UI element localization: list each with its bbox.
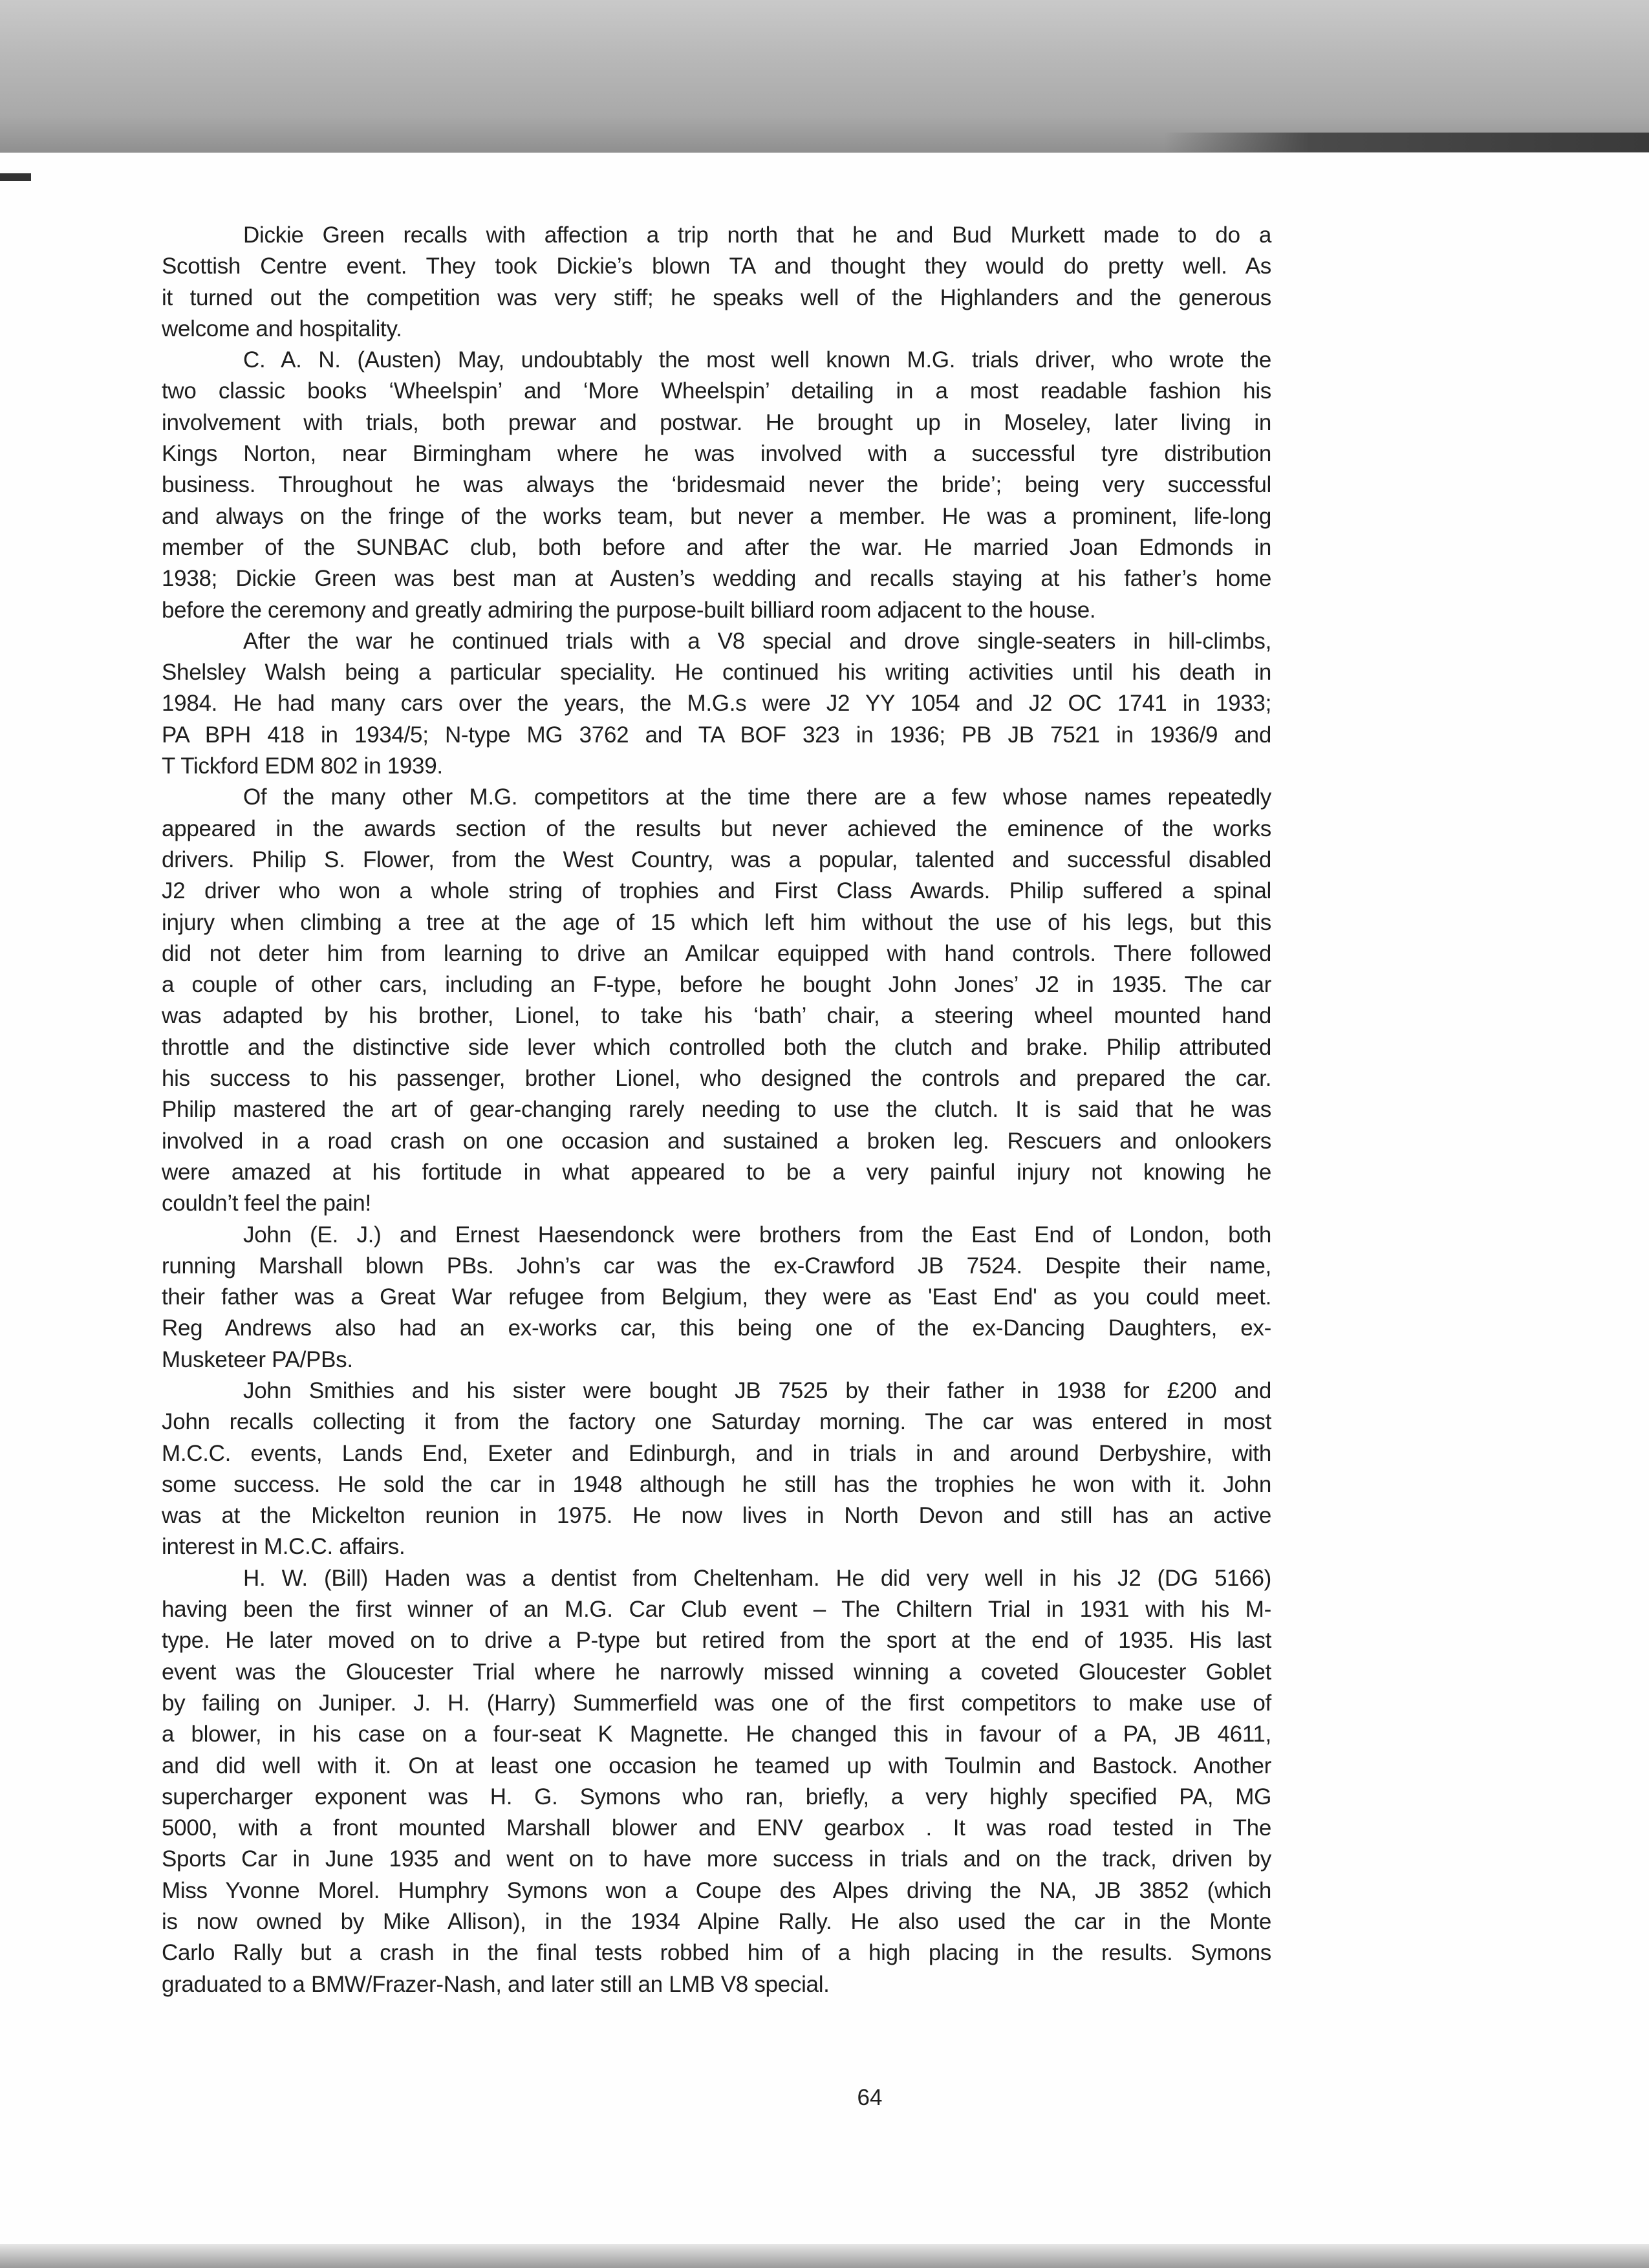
page-edge-mark <box>0 173 31 181</box>
text-line: a couple of other cars, including an F-type, before he bought John Jones’ J2 in 1935. The car <box>162 972 1271 998</box>
text-line: event was the Gloucester Trial where he narrowly missed winning a coveted Gloucester Goblet <box>162 1659 1271 1685</box>
paragraph <box>162 1563 1271 2000</box>
text-line: a blower, in his case on a four-seat K Magnette. He changed this in favour of a PA, JB 4611, <box>162 1722 1271 1747</box>
text-line: Shelsley Walsh being a particular speciality. He continued his writing activities until his death in <box>162 660 1271 686</box>
text-line: was at the Mickelton reunion in 1975. He now lives in North Devon and still has an active <box>162 1503 1271 1529</box>
text-line: by failing on Juniper. J. H. (Harry) Summerfield was one of the first competitors to make use of <box>162 1690 1271 1716</box>
text-line: Philip mastered the art of gear-changing rarely needing to use the clutch. It is said that he was <box>162 1097 1271 1123</box>
text-line: C. A. N. (Austen) May, undoubtably the most well known M.G. trials driver, who wrote the <box>243 347 1271 373</box>
paragraph <box>162 626 1271 782</box>
text-line: couldn’t feel the pain! <box>162 1191 371 1216</box>
scanner-shadow-edge <box>1164 133 1649 152</box>
text-line: Reg Andrews also had an ex-works car, this being one of the ex-Dancing Daughters, ex- <box>162 1315 1271 1341</box>
page-number: 64 <box>857 2085 883 2110</box>
text-line: business. Throughout he was always the ‘bridesmaid never the bride’; being very successful <box>162 472 1271 498</box>
body-text <box>162 220 1271 2000</box>
text-line: Dickie Green recalls with affection a trip north that he and Bud Murkett made to do a <box>243 222 1271 248</box>
text-line: Carlo Rally but a crash in the final tests robbed him of a high placing in the results. Symons <box>162 1940 1271 1966</box>
text-line: Miss Yvonne Morel. Humphry Symons won a Coupe des Alpes driving the NA, JB 3852 (which <box>162 1877 1271 1903</box>
text-line: T Tickford EDM 802 in 1939. <box>162 753 443 779</box>
text-line: it turned out the competition was very stiff; he speaks well of the Highlanders and the generous <box>162 285 1271 310</box>
text-line: appeared in the awards section of the results but never achieved the eminence of the works <box>162 815 1271 841</box>
text-line: were amazed at his fortitude in what appeared to be a very painful injury not knowing he <box>162 1159 1271 1185</box>
text-line: John Smithies and his sister were bought JB 7525 by their father in 1938 for £200 and <box>243 1377 1271 1403</box>
text-line: Musketeer PA/PBs. <box>162 1346 353 1372</box>
text-line: two classic books ‘Wheelspin’ and ‘More Wheelspin’ detailing in a most readable fashion his <box>162 378 1271 404</box>
text-line: John recalls collecting it from the factory one Saturday morning. The car was entered in most <box>162 1409 1271 1435</box>
text-line: After the war he continued trials with a V8 special and drove single-seaters in hill-climbs, <box>243 628 1271 654</box>
text-line: welcome and hospitality. <box>162 316 402 341</box>
paragraph <box>162 345 1271 626</box>
text-line: J2 driver who won a whole string of trophies and First Class Awards. Philip suffered a spinal <box>162 878 1271 904</box>
text-line: and did well with it. On at least one occasion he teamed up with Toulmin and Bastock. Another <box>162 1753 1271 1778</box>
text-line: John (E. J.) and Ernest Haesendonck were brothers from the East End of London, both <box>243 1222 1271 1247</box>
paragraph <box>162 1220 1271 1376</box>
text-line: member of the SUNBAC club, both before and after the war. He married Joan Edmonds in <box>162 534 1271 560</box>
text-line: involved in a road crash on one occasion and sustained a broken leg. Rescuers and onlookers <box>162 1128 1271 1154</box>
scanner-background-top <box>0 0 1649 154</box>
text-line: is now owned by Mike Allison), in the 1934 Alpine Rally. He also used the car in the Monte <box>162 1909 1271 1935</box>
paragraph <box>162 1376 1271 1563</box>
text-line: running Marshall blown PBs. John’s car was the ex-Crawford JB 7524. Despite their name, <box>162 1253 1271 1279</box>
text-line: graduated to a BMW/Frazer-Nash, and later still an LMB V8 special. <box>162 1971 830 1997</box>
text-line: before the ceremony and greatly admiring the purpose-built billiard room adjacent to the house. <box>162 597 1096 623</box>
scanner-background-bottom <box>0 2244 1649 2268</box>
text-line: 1984. He had many cars over the years, the M.G.s were J2 YY 1054 and J2 OC 1741 in 1933; <box>162 691 1271 717</box>
text-line: and always on the fringe of the works team, but never a member. He was a prominent, life-long <box>162 503 1271 529</box>
text-line: 1938; Dickie Green was best man at Austen’s wedding and recalls staying at his father’s home <box>162 566 1271 592</box>
text-line: M.C.C. events, Lands End, Exeter and Edinburgh, and in trials in and around Derbyshire, with <box>162 1440 1271 1466</box>
text-line: type. He later moved on to drive a P-type but retired from the sport at the end of 1935. His last <box>162 1628 1271 1654</box>
text-line: drivers. Philip S. Flower, from the West Country, was a popular, talented and successful disabled <box>162 847 1271 872</box>
text-line: did not deter him from learning to drive an Amilcar equipped with hand controls. There followed <box>162 940 1271 966</box>
text-line: having been the first winner of an M.G. Car Club event – The Chiltern Trial in 1931 with his M- <box>162 1597 1271 1623</box>
text-line: his success to his passenger, brother Lionel, who designed the controls and prepared the car. <box>162 1066 1271 1092</box>
text-line: throttle and the distinctive side lever which controlled both the clutch and brake. Philip attributed <box>162 1034 1271 1060</box>
text-line: was adapted by his brother, Lionel, to take his ‘bath’ chair, a steering wheel mounted hand <box>162 1003 1271 1029</box>
text-line: H. W. (Bill) Haden was a dentist from Cheltenham. He did very well in his J2 (DG 5166) <box>243 1565 1271 1591</box>
text-line: injury when climbing a tree at the age of 15 which left him without the use of his legs, but this <box>162 909 1271 935</box>
paragraph <box>162 220 1271 345</box>
text-line: their father was a Great War refugee from Belgium, they were as 'East End' as you could meet. <box>162 1284 1271 1310</box>
text-line: involvement with trials, both prewar and postwar. He brought up in Moseley, later living in <box>162 409 1271 435</box>
text-line: Of the many other M.G. competitors at the time there are a few whose names repeatedly <box>243 784 1271 810</box>
text-line: 5000, with a front mounted Marshall blower and ENV gearbox . It was road tested in The <box>162 1815 1271 1841</box>
text-line: Scottish Centre event. They took Dickie’s blown TA and thought they would do pretty well. As <box>162 254 1271 279</box>
text-line: some success. He sold the car in 1948 although he still has the trophies he won with it. John <box>162 1471 1271 1497</box>
paragraph <box>162 782 1271 1219</box>
text-line: Kings Norton, near Birmingham where he was involved with a successful tyre distribution <box>162 441 1271 467</box>
text-line: Sports Car in June 1935 and went on to have more success in trials and on the track, driven by <box>162 1846 1271 1872</box>
text-line: interest in M.C.C. affairs. <box>162 1534 405 1560</box>
text-line: supercharger exponent was H. G. Symons who ran, briefly, a very highly specified PA, MG <box>162 1784 1271 1809</box>
text-line: PA BPH 418 in 1934/5; N-type MG 3762 and TA BOF 323 in 1936; PB JB 7521 in 1936/9 and <box>162 722 1271 748</box>
